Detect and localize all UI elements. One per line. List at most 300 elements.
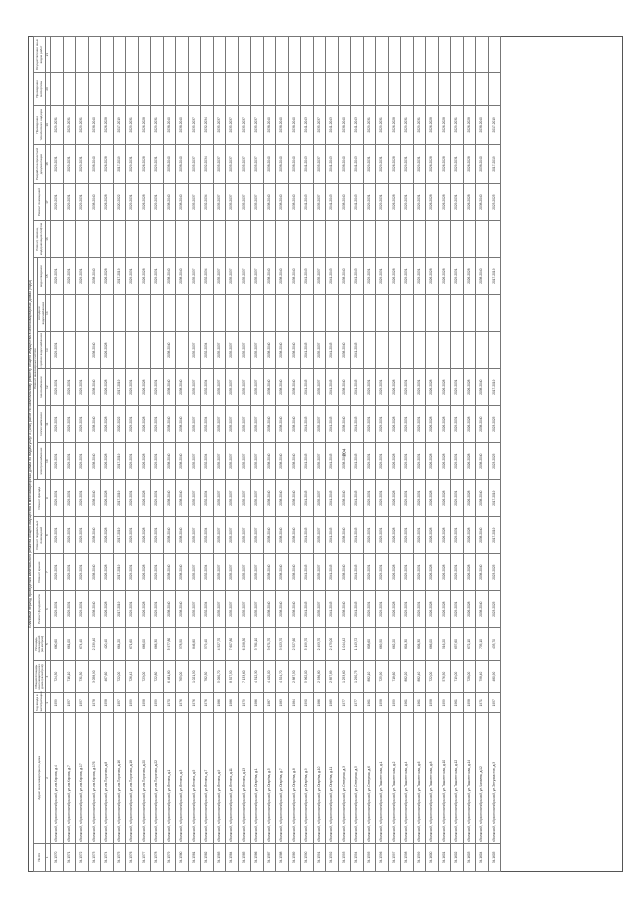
cell-lift — [463, 221, 476, 258]
cell-area: 579,40 — [201, 628, 214, 661]
cell-prem: 2035-2037 — [226, 184, 239, 221]
table-caption: Плановый период проведения капитального ремонта общего имущества в многоквартирных домах по видам услуг и (или) работ по капитальному ремонту общего имущества в многоквартирных домах (годы) — [28, 279, 32, 629]
cell-area: 674,40 — [76, 628, 89, 661]
cell-sewer: 2029-2031 — [126, 258, 139, 295]
cell-year: 1961 — [363, 693, 376, 713]
cell-foundation: 2029-2031 — [76, 591, 89, 628]
cell-expertise — [113, 73, 126, 106]
cell-electro: 2038-2040 — [176, 443, 189, 480]
cell-supervision: 2026-2028 — [438, 105, 451, 144]
cell-year: 1961 — [451, 693, 464, 713]
cell-hw: 2035-2037 — [238, 332, 251, 369]
cell-area: 516,20 — [438, 628, 451, 661]
cell-hw: 2041-2043 — [301, 332, 314, 369]
cell-basement: 2035-2037 — [313, 517, 326, 554]
header-tech-supervision: Проведение технического надзора — [34, 105, 46, 144]
cell-expertise — [88, 73, 101, 106]
cell-heat: 2038-2040 — [288, 406, 301, 443]
cell-foundation: 2017-2019 — [113, 591, 126, 628]
cell-sewer: 2038-2040 — [88, 258, 101, 295]
cell-basement: 2017-2019 — [113, 517, 126, 554]
cell-gas: 2038-2040 — [163, 369, 176, 406]
cell-lift — [226, 221, 239, 258]
cell-foundation: 2035-2037 — [238, 591, 251, 628]
table-row — [263, 37, 276, 872]
cell-gas: 2038-2040 — [88, 369, 101, 406]
header-year: Год ввода в эксплуатацию — [34, 693, 46, 713]
cell-basement: 2029-2031 — [376, 517, 389, 554]
table-row — [451, 37, 464, 872]
cell-lift — [338, 221, 351, 258]
cell-address: г.Волжский, п.Краснооктябрьский, ул.Огарёва, д.10 — [313, 713, 326, 844]
cell-no: 34.1578 — [151, 843, 164, 871]
cell-cw — [101, 295, 114, 332]
cell-design: 2038-2040 — [338, 144, 351, 183]
cell-electro: 2026-2028 — [101, 443, 114, 480]
cell-no: 34.1596 — [376, 843, 389, 871]
cell-cw — [188, 295, 201, 332]
cell-total: 765,00 — [176, 660, 189, 693]
header-premises-area: Площадь помещений (кв.метров) — [34, 628, 46, 661]
cell-cw — [313, 295, 326, 332]
cell-hw — [126, 332, 139, 369]
cell-lift — [363, 221, 376, 258]
cell-lift — [426, 221, 439, 258]
cell-basement: 2035-2037 — [238, 517, 251, 554]
cell-sewer: 2026-2028 — [138, 258, 151, 295]
cell-year: 1957 — [63, 693, 76, 713]
cell-basement: 2038-2040 — [88, 517, 101, 554]
column-index: 20 — [46, 73, 51, 106]
cell-basement: 2029-2031 — [126, 517, 139, 554]
cell-facade: 2029-2031 — [151, 480, 164, 517]
cell-basement: 2026-2028 — [438, 517, 451, 554]
cell-cw — [51, 295, 64, 332]
cell-hw — [376, 332, 389, 369]
cell-electro: 2038-2040 — [338, 443, 351, 480]
cell-supervision: 2035-2037 — [251, 105, 264, 144]
cell-foundation: 2038-2040 — [338, 591, 351, 628]
cell-basement: 2017-2019 — [488, 517, 501, 554]
cell-foundation: 2026-2028 — [426, 591, 439, 628]
cell-facade: 2026-2028 — [438, 480, 451, 517]
cell-sewer: 2029-2031 — [51, 258, 64, 295]
cell-facade: 2029-2031 — [363, 480, 376, 517]
cell-expertise — [426, 73, 439, 106]
table-row — [326, 37, 339, 872]
cell-prem: 2029-2031 — [126, 184, 139, 221]
cell-address: г.Волжский, п.Краснооктябрьский, ул.Энтузиастов, д.3 — [488, 713, 501, 844]
cell-expertise — [213, 73, 226, 106]
cell-heat: 2041-2043 — [301, 406, 314, 443]
cell-year: 1970 — [163, 693, 176, 713]
cell-area: 846,80 — [188, 628, 201, 661]
cell-cw — [138, 295, 151, 332]
cell-no: 34.1604 — [476, 843, 489, 871]
cell-total: 723,00 — [138, 660, 151, 693]
table-row — [313, 37, 326, 872]
cell-hw: 2035-2037 — [251, 332, 264, 369]
cell-other — [426, 37, 439, 73]
cell-heat: 2038-2040 — [163, 406, 176, 443]
column-index: 17 — [46, 184, 51, 221]
cell-prem: 2029-2031 — [151, 184, 164, 221]
cell-heat: 2035-2037 — [313, 406, 326, 443]
cell-design: 2041-2043 — [351, 144, 364, 183]
cell-foundation: 2029-2031 — [63, 591, 76, 628]
cell-electro: 2035-2037 — [213, 443, 226, 480]
cell-no: 34.1593 — [338, 843, 351, 871]
cell-basement: 2029-2031 — [413, 517, 426, 554]
cell-facade: 2038-2040 — [88, 480, 101, 517]
cell-other — [301, 37, 314, 73]
cell-cw — [463, 295, 476, 332]
cell-address: г.Волжский, п.Краснооктябрьский, ул.Северная, д.6 — [363, 713, 376, 844]
cell-lift — [238, 221, 251, 258]
cell-other — [401, 37, 414, 73]
cell-cw — [413, 295, 426, 332]
header-heat: теплоснабжение — [38, 406, 46, 443]
cell-gas: 2041-2043 — [326, 369, 339, 406]
cell-expertise — [163, 73, 176, 106]
column-index: 2 — [46, 713, 51, 844]
cell-lift — [163, 221, 176, 258]
cell-address: г.Волжский, п.Краснооктябрьский, ул.им.Пирогова, д.8 — [101, 713, 114, 844]
cell-facade: 2038-2040 — [338, 480, 351, 517]
cell-facade: 2026-2028 — [388, 480, 401, 517]
cell-gas: 2035-2037 — [251, 369, 264, 406]
cell-design: 2017-2019 — [113, 144, 126, 183]
cell-no: 34.1576 — [126, 843, 139, 871]
cell-expertise — [226, 73, 239, 106]
cell-roof: 2029-2031 — [401, 554, 414, 591]
cell-roof: 2026-2028 — [138, 554, 151, 591]
cell-design: 2038-2040 — [88, 144, 101, 183]
cell-gas: 2029-2031 — [76, 369, 89, 406]
cell-heat: 2029-2031 — [76, 406, 89, 443]
cell-cw — [363, 295, 376, 332]
cell-year: 1959 — [51, 693, 64, 713]
cell-lift — [313, 221, 326, 258]
cell-expertise — [101, 73, 114, 106]
cell-supervision: 2026-2028 — [138, 105, 151, 144]
column-index: 18 — [46, 144, 51, 183]
cell-gas: 2026-2028 — [463, 369, 476, 406]
cell-heat: 2029-2031 — [376, 406, 389, 443]
column-index: 12 — [46, 369, 51, 406]
cell-total: 882,10 — [363, 660, 376, 693]
cell-foundation: 2029-2031 — [51, 591, 64, 628]
cell-foundation: 2038-2040 — [263, 591, 276, 628]
table-row — [251, 37, 264, 872]
cell-basement: 2035-2037 — [251, 517, 264, 554]
cell-basement: 2029-2031 — [363, 517, 376, 554]
header-basement: Ремонт подвальных помещений — [34, 517, 46, 554]
capital-repair-table — [33, 36, 501, 872]
cell-gas: 2026-2028 — [101, 369, 114, 406]
cell-facade: 2035-2037 — [313, 480, 326, 517]
cell-heat: 2029-2031 — [51, 406, 64, 443]
cell-foundation: 2038-2040 — [88, 591, 101, 628]
cell-basement: 2029-2031 — [451, 517, 464, 554]
cell-roof: 2035-2037 — [313, 554, 326, 591]
cell-design: 2026-2028 — [463, 144, 476, 183]
cell-area: 6 298,30 — [238, 628, 251, 661]
cell-gas: 2041-2043 — [351, 369, 364, 406]
cell-heat: 2038-2040 — [88, 406, 101, 443]
cell-supervision: 2032-2034 — [201, 105, 214, 144]
cell-supervision: 2035-2037 — [238, 105, 251, 144]
cell-roof: 2038-2040 — [276, 554, 289, 591]
cell-address: г.Волжский, п.Краснооктябрьский, ул.Ташкентская, д.10 — [438, 713, 451, 844]
cell-total: 3 058,90 — [88, 660, 101, 693]
cell-gas: 2035-2037 — [213, 369, 226, 406]
cell-no: 34.1588 — [276, 843, 289, 871]
cell-design: 2017-2019 — [488, 144, 501, 183]
cell-other — [338, 37, 351, 73]
header-design-docs: Разработка проектной документации — [34, 144, 46, 183]
cell-heat: 2029-2031 — [413, 406, 426, 443]
cell-sewer: 2029-2031 — [401, 258, 414, 295]
cell-expertise — [126, 73, 139, 106]
cell-sewer: 2026-2028 — [101, 258, 114, 295]
table-row — [463, 37, 476, 872]
cell-address: г.Волжский, п.Краснооктябрьский, ул.Огарёва, д.7 — [276, 713, 289, 844]
cell-hw — [138, 332, 151, 369]
cell-other — [51, 37, 64, 73]
cell-foundation: 2038-2040 — [288, 591, 301, 628]
cell-gas: 2017-2019 — [488, 369, 501, 406]
cell-total: 722,80 — [151, 660, 164, 693]
cell-facade: 2038-2040 — [276, 480, 289, 517]
cell-design: 2035-2037 — [251, 144, 264, 183]
cell-basement: 2038-2040 — [338, 517, 351, 554]
cell-facade: 2038-2040 — [163, 480, 176, 517]
cell-electro: 2029-2031 — [451, 443, 464, 480]
cell-design: 2026-2028 — [138, 144, 151, 183]
cell-roof: 2029-2031 — [126, 554, 139, 591]
cell-facade: 2029-2031 — [376, 480, 389, 517]
table-row — [188, 37, 201, 872]
cell-total: 7 133,60 — [238, 660, 251, 693]
cell-roof: 2038-2040 — [263, 554, 276, 591]
cell-heat: 2038-2040 — [338, 406, 351, 443]
cell-roof: 2017-2019 — [113, 554, 126, 591]
cell-sewer: 2026-2028 — [463, 258, 476, 295]
cell-hw — [463, 332, 476, 369]
cell-total: 6 481,80 — [163, 660, 176, 693]
cell-design: 2026-2028 — [426, 144, 439, 183]
cell-address: г.Волжский, п.Краснооктябрьский, ул.им.Кирова, д.7 — [63, 713, 76, 844]
column-index: 7 — [46, 554, 51, 591]
cell-prem: 2038-2040 — [276, 184, 289, 221]
cell-sewer: 2041-2043 — [351, 258, 364, 295]
cell-no: 34.1580 — [176, 843, 189, 871]
cell-heat: 2029-2031 — [401, 406, 414, 443]
cell-year: 1958 — [138, 693, 151, 713]
cell-address: г.Волжский, п.Краснооктябрьский, ул.Чапаева, д.12 — [476, 713, 489, 844]
table-row — [401, 37, 414, 872]
cell-hw: 2041-2043 — [326, 332, 339, 369]
cell-basement: 2038-2040 — [176, 517, 189, 554]
cell-total: 725,90 — [376, 660, 389, 693]
table-row — [201, 37, 214, 872]
cell-address: г.Волжский, п.Краснооктябрьский, ул.Ленина, д.11 — [226, 713, 239, 844]
cell-other — [176, 37, 189, 73]
cell-roof: 2035-2037 — [251, 554, 264, 591]
cell-expertise — [376, 73, 389, 106]
cell-cw — [451, 295, 464, 332]
cell-design: 2032-2034 — [201, 144, 214, 183]
cell-sewer: 2029-2031 — [451, 258, 464, 295]
cell-expertise — [176, 73, 189, 106]
cell-area: 4 527,70 — [213, 628, 226, 661]
table-row — [351, 37, 364, 872]
cell-cw — [201, 295, 214, 332]
cell-heat: 2020-2022 — [113, 406, 126, 443]
cell-gas: 2029-2031 — [51, 369, 64, 406]
cell-year: 1987 — [263, 693, 276, 713]
cell-roof: 2038-2040 — [476, 554, 489, 591]
cell-lift — [51, 221, 64, 258]
cell-facade: 2017-2019 — [488, 480, 501, 517]
table-row — [126, 37, 139, 872]
cell-cw — [301, 295, 314, 332]
cell-other — [463, 37, 476, 73]
cell-design: 2038-2040 — [276, 144, 289, 183]
cell-other — [351, 37, 364, 73]
cell-other — [138, 37, 151, 73]
header-cold-water: холодное водоснабжение — [38, 295, 46, 332]
cell-hw: 2035-2037 — [226, 332, 239, 369]
column-index: 1 — [46, 843, 51, 871]
cell-design: 2035-2037 — [188, 144, 201, 183]
cell-hw: 2032-2034 — [201, 332, 214, 369]
cell-hw — [488, 332, 501, 369]
cell-no: 34.1570 — [51, 843, 64, 871]
cell-expertise — [351, 73, 364, 106]
cell-area: 806,30 — [413, 628, 426, 661]
cell-prem: 2035-2037 — [188, 184, 201, 221]
cell-prem: 2026-2028 — [426, 184, 439, 221]
cell-cw — [63, 295, 76, 332]
cell-no: 34.1586 — [251, 843, 264, 871]
column-index: 11 — [46, 406, 51, 443]
cell-gas: 2041-2043 — [301, 369, 314, 406]
cell-no: 34.1572 — [76, 843, 89, 871]
cell-no: 34.1584 — [226, 843, 239, 871]
cell-electro: 2017-2019 — [113, 443, 126, 480]
cell-lift — [488, 221, 501, 258]
cell-electro: 2035-2037 — [226, 443, 239, 480]
cell-year: 1976 — [201, 693, 214, 713]
cell-supervision: 2038-2040 — [476, 105, 489, 144]
cell-year: 1959 — [151, 693, 164, 713]
cell-facade: 2017-2019 — [113, 480, 126, 517]
cell-total: 4 524,70 — [276, 660, 289, 693]
cell-year: 1976 — [188, 693, 201, 713]
cell-prem: 2038-2040 — [263, 184, 276, 221]
cell-supervision: 2029-2031 — [363, 105, 376, 144]
cell-lift — [151, 221, 164, 258]
cell-supervision: 2041-2043 — [301, 105, 314, 144]
cell-expertise — [451, 73, 464, 106]
cell-no: 34.1587 — [263, 843, 276, 871]
table-row — [138, 37, 151, 872]
cell-other — [126, 37, 139, 73]
cell-hw: 2038-2040 — [338, 332, 351, 369]
cell-prem: 2035-2037 — [313, 184, 326, 221]
column-index: 3 — [46, 693, 51, 713]
cell-prem: 2020-2022 — [113, 184, 126, 221]
cell-foundation: 2035-2037 — [213, 591, 226, 628]
cell-cw — [388, 295, 401, 332]
cell-electro: 2029-2031 — [401, 443, 414, 480]
cell-basement: 2038-2040 — [476, 517, 489, 554]
table-row — [276, 37, 289, 872]
cell-area: 433,70 — [488, 628, 501, 661]
cell-facade: 2029-2031 — [76, 480, 89, 517]
cell-foundation: 2026-2028 — [101, 591, 114, 628]
cell-hw — [113, 332, 126, 369]
header-premises-repair: Ремонт помещений — [34, 184, 46, 221]
cell-roof: 2035-2037 — [213, 554, 226, 591]
cell-total: 1 021,50 — [188, 660, 201, 693]
cell-no: 34.1605 — [488, 843, 501, 871]
cell-prem: 2029-2031 — [51, 184, 64, 221]
cell-expertise — [488, 73, 501, 106]
cell-area: 669,50 — [376, 628, 389, 661]
cell-roof: 2029-2031 — [363, 554, 376, 591]
column-index: 9 — [46, 480, 51, 517]
cell-basement: 2035-2037 — [226, 517, 239, 554]
cell-design: 2035-2037 — [238, 144, 251, 183]
cell-cw — [76, 295, 89, 332]
cell-year: 1990 — [301, 693, 314, 713]
cell-sewer: 2026-2028 — [388, 258, 401, 295]
cell-facade: 2035-2037 — [251, 480, 264, 517]
cell-sewer: 2029-2031 — [151, 258, 164, 295]
cell-foundation: 2038-2040 — [163, 591, 176, 628]
cell-total: 718,60 — [388, 660, 401, 693]
cell-hw: 2041-2043 — [351, 332, 364, 369]
cell-prem: 2035-2037 — [238, 184, 251, 221]
cell-gas: 2035-2037 — [238, 369, 251, 406]
cell-design: 2026-2028 — [438, 144, 451, 183]
cell-prem: 2032-2034 — [201, 184, 214, 221]
cell-foundation: 2035-2037 — [188, 591, 201, 628]
cell-address: г.Волжский, п.Краснооктябрьский, ул.им.Пирогова, д.22 — [151, 713, 164, 844]
header-sewer: водоотведение — [38, 258, 46, 295]
cell-heat: 2038-2040 — [263, 406, 276, 443]
cell-lift — [413, 221, 426, 258]
cell-basement: 2029-2031 — [151, 517, 164, 554]
cell-electro: 2038-2040 — [263, 443, 276, 480]
cell-design: 2026-2028 — [101, 144, 114, 183]
cell-basement: 2029-2031 — [51, 517, 64, 554]
cell-area: 7 607,80 — [226, 628, 239, 661]
cell-foundation: 2023-2025 — [488, 591, 501, 628]
cell-no: 34.1595 — [363, 843, 376, 871]
cell-electro: 2038-2040 — [276, 443, 289, 480]
column-index: 14 — [46, 295, 51, 332]
cell-year: 1961 — [413, 693, 426, 713]
cell-expertise — [413, 73, 426, 106]
cell-cw — [326, 295, 339, 332]
cell-basement: 2038-2040 — [163, 517, 176, 554]
cell-area: 1 143,72 — [351, 628, 364, 661]
cell-gas: 2029-2031 — [63, 369, 76, 406]
